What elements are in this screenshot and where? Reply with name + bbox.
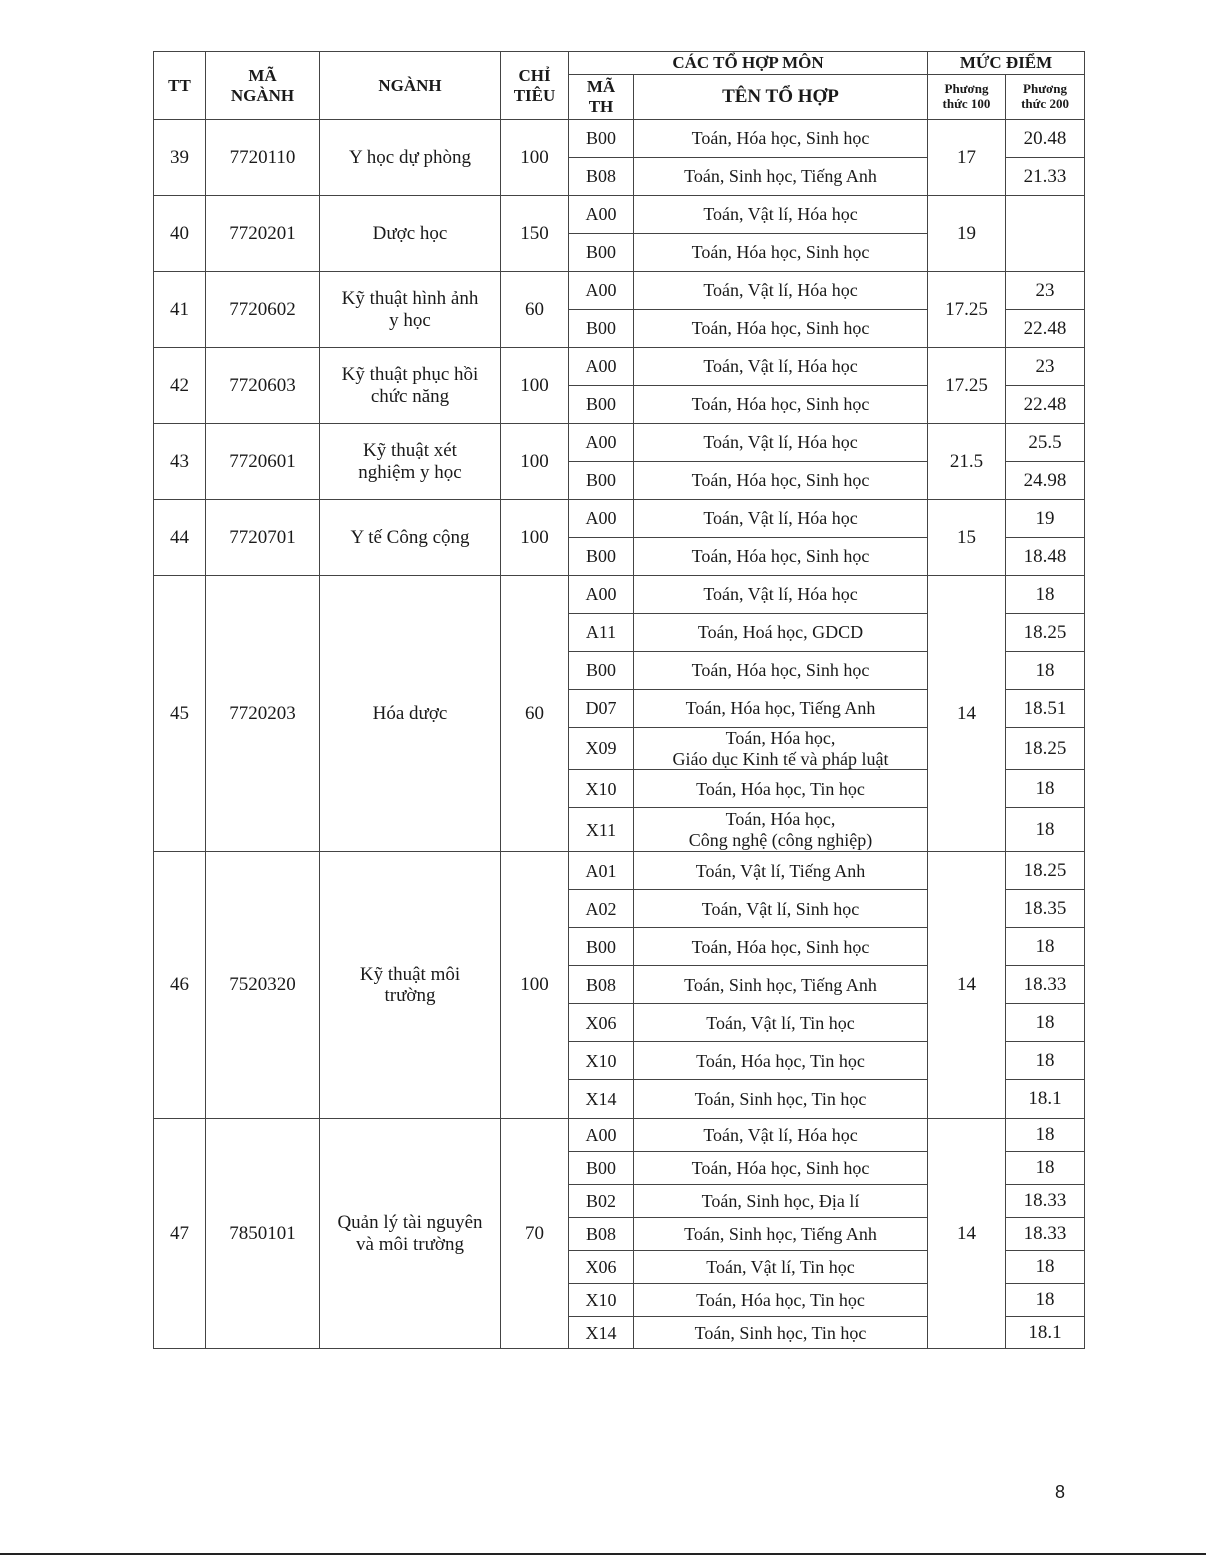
row-tt: 44 bbox=[154, 500, 206, 576]
row-phuong-thuc-100: 17 bbox=[928, 120, 1006, 196]
bottom-rule bbox=[0, 1553, 1206, 1555]
header-chi-tieu bbox=[501, 52, 569, 120]
combo-name-line-1: Toán, Vật lí, Sinh học bbox=[701, 898, 860, 919]
row-phuong-thuc-100: 14 bbox=[928, 852, 1006, 1119]
combo-name bbox=[634, 1119, 928, 1152]
combo-phuong-thuc-200: 18.33 bbox=[1006, 1218, 1085, 1251]
combo-name-line-1: Toán, Hóa học, Tiếng Anh bbox=[685, 698, 876, 719]
combo-code: A00 bbox=[569, 1119, 634, 1152]
header-pt200-line-1: Phương bbox=[1023, 81, 1067, 97]
combo-name bbox=[634, 770, 928, 808]
combo-code: A11 bbox=[569, 614, 634, 652]
row-ma-nganh: 7720701 bbox=[206, 500, 320, 576]
combo-code: B00 bbox=[569, 1152, 634, 1185]
combo-name-line-1: Toán, Vật lí, Tin học bbox=[706, 1257, 855, 1278]
row-ma-nganh: 7720602 bbox=[206, 272, 320, 348]
combo-name-line-1: Toán, Hóa học, Sinh học bbox=[691, 936, 870, 957]
combo-name bbox=[634, 234, 928, 272]
combo-code: X10 bbox=[569, 1284, 634, 1317]
table-row-tt-46 bbox=[154, 852, 1085, 890]
header-pt200-line-2: thức 200 bbox=[1021, 96, 1069, 111]
combo-code: B08 bbox=[569, 966, 634, 1004]
row-chi-tieu: 100 bbox=[501, 852, 569, 1119]
row-nganh bbox=[320, 348, 501, 424]
combo-phuong-thuc-200: 18 bbox=[1006, 1119, 1085, 1152]
combo-name bbox=[634, 348, 928, 386]
header-phuong-thuc-200 bbox=[1006, 75, 1085, 120]
combo-phuong-thuc-200: 24.98 bbox=[1006, 462, 1085, 500]
row-nganh bbox=[320, 120, 501, 196]
combo-name-line-1: Toán, Hóa học, Sinh học bbox=[691, 546, 870, 567]
header-pt100-line-1: Phương bbox=[944, 81, 989, 97]
combo-name-line-1: Toán, Hóa học, Sinh học bbox=[691, 242, 870, 263]
combo-phuong-thuc-200: 21.33 bbox=[1006, 158, 1085, 196]
combo-code: A00 bbox=[569, 500, 634, 538]
row-tt: 43 bbox=[154, 424, 206, 500]
combo-name-line-1: Toán, Sinh học, Tin học bbox=[694, 1322, 867, 1343]
combo-name bbox=[634, 1152, 928, 1185]
row-nganh-line-1: Dược học bbox=[372, 222, 448, 244]
combo-code: B00 bbox=[569, 462, 634, 500]
combo-code: B00 bbox=[569, 928, 634, 966]
combo-code: X14 bbox=[569, 1317, 634, 1349]
combo-name bbox=[634, 1185, 928, 1218]
header-ten-to-hop: TÊN TỔ HỢP bbox=[634, 75, 928, 120]
combo-code: A00 bbox=[569, 424, 634, 462]
combo-code: A02 bbox=[569, 890, 634, 928]
combo-name-line-1: Toán, Hóa học, bbox=[725, 728, 836, 748]
combo-name bbox=[634, 690, 928, 728]
header-ma-th bbox=[569, 75, 634, 120]
combo-phuong-thuc-200: 22.48 bbox=[1006, 310, 1085, 348]
combo-phuong-thuc-200: 18 bbox=[1006, 1042, 1085, 1080]
header-nganh: NGÀNH bbox=[320, 52, 501, 120]
combo-phuong-thuc-200: 25.5 bbox=[1006, 424, 1085, 462]
combo-phuong-thuc-200: 18.1 bbox=[1006, 1080, 1085, 1119]
row-ma-nganh: 7720203 bbox=[206, 576, 320, 852]
combo-name-line-1: Toán, Sinh học, Địa lí bbox=[701, 1191, 860, 1212]
combo-name bbox=[634, 1042, 928, 1080]
combo-name-line-1: Toán, Hóa học, Sinh học bbox=[691, 318, 870, 339]
table-row-tt-42 bbox=[154, 348, 1085, 386]
row-nganh bbox=[320, 1119, 501, 1349]
row-ma-nganh: 7520320 bbox=[206, 852, 320, 1119]
combo-phuong-thuc-200: 18 bbox=[1006, 1152, 1085, 1185]
combo-phuong-thuc-200: 18 bbox=[1006, 1251, 1085, 1284]
header-ma-nganh bbox=[206, 52, 320, 120]
combo-phuong-thuc-200: 18.35 bbox=[1006, 890, 1085, 928]
row-nganh bbox=[320, 500, 501, 576]
combo-name bbox=[634, 500, 928, 538]
combo-name bbox=[634, 928, 928, 966]
combo-name-line-1: Toán, Sinh học, Tiếng Anh bbox=[684, 974, 877, 995]
row-nganh-line-2: nghiệm y học bbox=[358, 461, 462, 483]
row-ma-nganh: 7720201 bbox=[206, 196, 320, 272]
row-phuong-thuc-100: 19 bbox=[928, 196, 1006, 272]
table-header bbox=[154, 52, 1085, 120]
combo-name bbox=[634, 386, 928, 424]
combo-name-line-1: Toán, Vật lí, Hóa học bbox=[703, 280, 858, 301]
row-tt: 47 bbox=[154, 1119, 206, 1349]
combo-name-line-1: Toán, Sinh học, Tin học bbox=[694, 1089, 867, 1110]
combo-name bbox=[634, 1080, 928, 1119]
combo-name-line-1: Toán, Sinh học, Tiếng Anh bbox=[684, 1224, 877, 1245]
combo-name bbox=[634, 1004, 928, 1042]
table-row-tt-43 bbox=[154, 424, 1085, 462]
combo-name bbox=[634, 158, 928, 196]
combo-code: X10 bbox=[569, 770, 634, 808]
combo-name-line-1: Toán, Hóa học, Tin học bbox=[696, 1050, 865, 1071]
combo-code: B00 bbox=[569, 652, 634, 690]
row-nganh-line-1: Y học dự phòng bbox=[349, 146, 471, 168]
row-tt: 41 bbox=[154, 272, 206, 348]
admission-score-table bbox=[153, 51, 1085, 1349]
combo-code: B00 bbox=[569, 386, 634, 424]
combo-code: A00 bbox=[569, 576, 634, 614]
combo-code: X09 bbox=[569, 728, 634, 770]
combo-name-line-2: Công nghệ (công nghiệp) bbox=[688, 829, 873, 850]
combo-name-line-1: Toán, Vật lí, Tin học bbox=[706, 1012, 855, 1033]
header-ma-nganh-line-1: MÃ bbox=[248, 65, 277, 85]
combo-code: B00 bbox=[569, 538, 634, 576]
combo-name bbox=[634, 852, 928, 890]
combo-code: X14 bbox=[569, 1080, 634, 1119]
combo-name bbox=[634, 538, 928, 576]
combo-phuong-thuc-200: 18 bbox=[1006, 1004, 1085, 1042]
combo-code: X06 bbox=[569, 1004, 634, 1042]
table-row-tt-44 bbox=[154, 500, 1085, 538]
combo-name bbox=[634, 1251, 928, 1284]
combo-code: D07 bbox=[569, 690, 634, 728]
combo-name bbox=[634, 462, 928, 500]
header-ma-th-line-1: MÃ bbox=[586, 77, 616, 97]
row-nganh bbox=[320, 196, 501, 272]
row-chi-tieu: 60 bbox=[501, 272, 569, 348]
combo-name bbox=[634, 576, 928, 614]
table-body bbox=[154, 120, 1085, 1349]
row-chi-tieu: 60 bbox=[501, 576, 569, 852]
table-row-tt-45 bbox=[154, 576, 1085, 614]
combo-name-line-2: Giáo dục Kinh tế và pháp luật bbox=[672, 748, 889, 769]
row-phuong-thuc-100: 21.5 bbox=[928, 424, 1006, 500]
combo-phuong-thuc-200: 18.51 bbox=[1006, 690, 1085, 728]
combo-name bbox=[634, 310, 928, 348]
header-muc-diem: MỨC ĐIỂM bbox=[928, 52, 1085, 75]
combo-name bbox=[634, 808, 928, 852]
row-nganh-line-1: Kỹ thuật môi bbox=[359, 963, 461, 985]
page-number: 8 bbox=[1054, 1482, 1065, 1502]
row-nganh-line-2: y học bbox=[389, 309, 431, 331]
row-chi-tieu: 100 bbox=[501, 500, 569, 576]
combo-name bbox=[634, 728, 928, 770]
combo-name bbox=[634, 890, 928, 928]
row-chi-tieu: 100 bbox=[501, 348, 569, 424]
combo-name-line-1: Toán, Vật lí, Hóa học bbox=[703, 584, 858, 605]
combo-name-line-1: Toán, Hóa học, Sinh học bbox=[691, 660, 870, 681]
combo-phuong-thuc-200: 23 bbox=[1006, 272, 1085, 310]
header-ma-th-line-2: TH bbox=[588, 97, 614, 116]
row-nganh-line-1: Y tế Công cộng bbox=[350, 526, 470, 548]
table-row-tt-47 bbox=[154, 1119, 1085, 1152]
combo-name bbox=[634, 614, 928, 652]
combo-name-line-1: Toán, Vật lí, Hóa học bbox=[703, 356, 858, 377]
combo-phuong-thuc-200: 22.48 bbox=[1006, 386, 1085, 424]
row-chi-tieu: 150 bbox=[501, 196, 569, 272]
row-nganh-line-1: Quản lý tài nguyên bbox=[337, 1212, 483, 1234]
combo-name bbox=[634, 652, 928, 690]
header-pt100-line-2: thức 100 bbox=[942, 96, 991, 111]
row-nganh-line-2: trường bbox=[384, 985, 436, 1007]
combo-phuong-thuc-200 bbox=[1006, 196, 1085, 272]
combo-code: A00 bbox=[569, 272, 634, 310]
row-chi-tieu: 100 bbox=[501, 120, 569, 196]
combo-phuong-thuc-200: 18 bbox=[1006, 928, 1085, 966]
table-row-tt-41 bbox=[154, 272, 1085, 310]
row-nganh bbox=[320, 576, 501, 852]
combo-phuong-thuc-200: 18.25 bbox=[1006, 852, 1085, 890]
row-ma-nganh: 7850101 bbox=[206, 1119, 320, 1349]
row-tt: 42 bbox=[154, 348, 206, 424]
row-phuong-thuc-100: 14 bbox=[928, 576, 1006, 852]
row-phuong-thuc-100: 17.25 bbox=[928, 272, 1006, 348]
combo-code: B08 bbox=[569, 1218, 634, 1251]
row-nganh bbox=[320, 852, 501, 1119]
combo-name-line-1: Toán, Vật lí, Hóa học bbox=[703, 432, 858, 453]
combo-phuong-thuc-200: 19 bbox=[1006, 500, 1085, 538]
combo-phuong-thuc-200: 18 bbox=[1006, 652, 1085, 690]
combo-phuong-thuc-200: 18.33 bbox=[1006, 1185, 1085, 1218]
row-phuong-thuc-100: 17.25 bbox=[928, 348, 1006, 424]
header-ma-nganh-line-2: NGÀNH bbox=[230, 85, 295, 105]
combo-name bbox=[634, 272, 928, 310]
combo-name-line-1: Toán, Vật lí, Hóa học bbox=[703, 1125, 858, 1146]
combo-name-line-1: Toán, Hóa học, Tin học bbox=[696, 1290, 865, 1311]
combo-code: B00 bbox=[569, 310, 634, 348]
row-ma-nganh: 7720110 bbox=[206, 120, 320, 196]
combo-name-line-1: Toán, Hóa học, Sinh học bbox=[691, 128, 870, 149]
combo-code: A00 bbox=[569, 196, 634, 234]
combo-name-line-1: Toán, Hóa học, Sinh học bbox=[691, 1158, 870, 1179]
table-row-tt-39 bbox=[154, 120, 1085, 158]
combo-phuong-thuc-200: 18 bbox=[1006, 808, 1085, 852]
row-ma-nganh: 7720603 bbox=[206, 348, 320, 424]
row-nganh-line-1: Kỹ thuật phục hồi bbox=[341, 363, 479, 385]
row-nganh-line-1: Kỹ thuật xét bbox=[363, 439, 457, 461]
combo-name-line-1: Toán, Vật lí, Tiếng Anh bbox=[695, 860, 866, 881]
row-tt: 40 bbox=[154, 196, 206, 272]
combo-name-line-1: Toán, Hóa học, Tin học bbox=[696, 778, 865, 799]
row-nganh bbox=[320, 424, 501, 500]
combo-name bbox=[634, 196, 928, 234]
combo-name bbox=[634, 966, 928, 1004]
row-ma-nganh: 7720601 bbox=[206, 424, 320, 500]
header-chi-tieu-line-1: CHỈ bbox=[518, 65, 551, 85]
combo-phuong-thuc-200: 18.1 bbox=[1006, 1317, 1085, 1349]
combo-name-line-1: Toán, Hóa học, Sinh học bbox=[691, 394, 870, 415]
combo-name-line-1: Toán, Hoá học, GDCD bbox=[697, 622, 864, 643]
row-tt: 45 bbox=[154, 576, 206, 852]
combo-code: X10 bbox=[569, 1042, 634, 1080]
combo-phuong-thuc-200: 23 bbox=[1006, 348, 1085, 386]
combo-phuong-thuc-200: 18 bbox=[1006, 576, 1085, 614]
header-cac-to-hop-mon: CÁC TỔ HỢP MÔN bbox=[569, 52, 928, 75]
combo-name-line-1: Toán, Hóa học, Sinh học bbox=[691, 470, 870, 491]
row-phuong-thuc-100: 14 bbox=[928, 1119, 1006, 1349]
row-nganh-line-1: Kỹ thuật hình ảnh bbox=[341, 287, 479, 309]
header-phuong-thuc-100 bbox=[928, 75, 1006, 120]
combo-code: A01 bbox=[569, 852, 634, 890]
combo-code: A00 bbox=[569, 348, 634, 386]
row-tt: 46 bbox=[154, 852, 206, 1119]
combo-code: B08 bbox=[569, 158, 634, 196]
row-nganh-line-2: và môi trường bbox=[356, 1233, 464, 1255]
header-tt: TT bbox=[154, 52, 206, 120]
row-nganh bbox=[320, 272, 501, 348]
combo-phuong-thuc-200: 18.25 bbox=[1006, 728, 1085, 770]
combo-phuong-thuc-200: 18.25 bbox=[1006, 614, 1085, 652]
combo-name bbox=[634, 120, 928, 158]
combo-name-line-1: Toán, Vật lí, Hóa học bbox=[703, 204, 858, 225]
row-phuong-thuc-100: 15 bbox=[928, 500, 1006, 576]
combo-code: B00 bbox=[569, 234, 634, 272]
combo-phuong-thuc-200: 18.33 bbox=[1006, 966, 1085, 1004]
row-nganh-line-2: chức năng bbox=[370, 385, 450, 407]
row-nganh-line-1: Hóa dược bbox=[372, 702, 448, 724]
combo-code: B00 bbox=[569, 120, 634, 158]
row-chi-tieu: 70 bbox=[501, 1119, 569, 1349]
combo-name bbox=[634, 1317, 928, 1349]
combo-name-line-1: Toán, Hóa học, bbox=[725, 809, 836, 830]
row-tt: 39 bbox=[154, 120, 206, 196]
combo-phuong-thuc-200: 18 bbox=[1006, 1284, 1085, 1317]
combo-name bbox=[634, 1218, 928, 1251]
combo-phuong-thuc-200: 18.48 bbox=[1006, 538, 1085, 576]
combo-phuong-thuc-200: 20.48 bbox=[1006, 120, 1085, 158]
combo-name bbox=[634, 1284, 928, 1317]
combo-name-line-1: Toán, Sinh học, Tiếng Anh bbox=[684, 166, 877, 187]
combo-code: X06 bbox=[569, 1251, 634, 1284]
table-row-tt-40 bbox=[154, 196, 1085, 234]
combo-phuong-thuc-200: 18 bbox=[1006, 770, 1085, 808]
combo-code: B02 bbox=[569, 1185, 634, 1218]
combo-name bbox=[634, 424, 928, 462]
row-chi-tieu: 100 bbox=[501, 424, 569, 500]
combo-code: X11 bbox=[569, 808, 634, 852]
header-chi-tieu-line-2: TIÊU bbox=[513, 85, 556, 105]
combo-name-line-1: Toán, Vật lí, Hóa học bbox=[703, 508, 858, 529]
